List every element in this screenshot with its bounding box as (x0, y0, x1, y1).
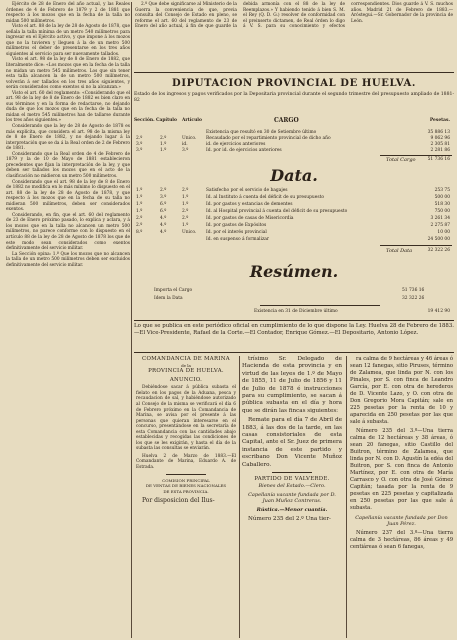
rustica-heading: Rústica.—Menor cuantía. (256, 506, 328, 513)
section-rule (272, 472, 312, 473)
lower-section-rule (134, 352, 454, 353)
data-row-capitulo: 4.º (160, 216, 167, 221)
resumen-label: Idem la Data (154, 296, 183, 301)
comision-heading-2: DE VENTAS DE BIENES NACIONALES (145, 483, 227, 489)
existencia-amount: 19 412 90 (427, 309, 450, 314)
column-divider (239, 356, 240, 638)
data-row (134, 195, 454, 201)
data-row-desc: Id. por gastos de Expósitos (206, 223, 267, 228)
data-total-rule (380, 245, 452, 246)
resumen-amount: 51 736 16 (402, 288, 425, 293)
anuncio-heading: ANUNCIO. (169, 376, 203, 383)
data-row-seccion: 1.º (136, 209, 143, 214)
data-row-seccion: 8.º (136, 230, 143, 235)
closing-rule (134, 320, 454, 321)
cargo-row-articulo: Unico. (182, 136, 197, 141)
data-row-capitulo: 6.º (160, 209, 167, 214)
data-row-seccion: 2.º (136, 216, 143, 221)
cargo-row-articulo: id. (182, 142, 188, 147)
data-row (134, 202, 454, 208)
existencia-label: Existencia en 31 de Diciembre último (254, 309, 338, 314)
marina-heading-de: de la (181, 362, 191, 368)
subasta-body: trísimo Sr. Delegado de Hacienda de esta provincia y en virtud de las leyes de 1.º de Mayo de 1855, 11 de Julio de 1856 y 11 de Julio de 1878 é instrucciones para su cumplimiento, se sacan á pública subasta en el día y hora que se dirán las fincas siguientes: (242, 356, 342, 414)
data-row-desc: Id. en suspenso á formalizar (206, 237, 270, 242)
data-row-capitulo: 4.º (160, 223, 167, 228)
data-row (134, 223, 454, 229)
cargo-total-amount: 51 736 16 (427, 157, 450, 162)
resumen-row (134, 296, 454, 302)
data-row-articulo: Unico. (182, 230, 197, 235)
data-row-articulo: 1.º (182, 195, 189, 200)
capellania-heading: Capellanía vacante fundada por Don Juan Pérez. (355, 515, 448, 527)
cargo-total-row (134, 157, 454, 163)
data-row-desc: Id. por gastos de casas de Misericordia (206, 216, 294, 221)
data-row (134, 209, 454, 215)
data-row-amount: 500 00 (434, 195, 450, 200)
finca-paragraph: ra calma de 9 hectáreas y 46 áreas ó sean 12 fanegas, sitio Piruses, término de Zalamea, que linda por N. con los Pinales, por S. con finca de Leandro García, por E. con otra de herederos de D. Vicente Lazo, y O. con otra de Don Gregorio Mora Capitán; sale en 225 pesetas por la renta de 10 y aparecida en 250 pesetas por las que sale á subasta. (350, 356, 453, 425)
pesetas-header: Pesetas. (429, 118, 450, 123)
data-row-seccion: 1.º (136, 195, 143, 200)
cargo-row-capitulo: 1.º (160, 148, 167, 153)
left-paragraph: Considerando que la Real orden de 4 de Febrero de 1879 y la de 10 de Mayo de 1881 establecieron precedentes que fijan la interpretación de la ley, y que deben ser tallados los mozos que en el acto de la clasificación no midieron un metro 500 milímetros. (6, 151, 130, 179)
cargo-row-seccion: 3.º (136, 148, 143, 153)
data-row-desc: Id. por gastos y estancias de dementes (206, 202, 293, 207)
cargo-row (134, 148, 454, 154)
comision-body-start: Por disposicion del Ilus- (142, 497, 215, 505)
data-row-seccion: 1.º (136, 202, 143, 207)
cargo-row-desc: Id. por id. de ejercicios anteriores (206, 148, 282, 153)
section-rule (166, 474, 206, 475)
left-paragraph: Ejército de 28 de Enero del año actual, y las Reales órdenes de 4 de Febrero de 1879 y 2 de 1881 que respecto á los mozos que en la fecha de la talla no midan 500 milímetros. (6, 2, 130, 24)
comision-heading-3: DE ESTA PROVINCIA. (163, 488, 209, 494)
cargo-total-rule (380, 155, 452, 156)
data-row (134, 188, 454, 194)
data-row-articulo: 2.º (182, 209, 189, 214)
data-row-articulo: 2.º (182, 188, 189, 193)
anuncio-signature: Huelva 2 de Marzo de 1883.—El Comandante de Marina, Eduardo A. de Estrada. (136, 453, 236, 470)
cargo-row-amount: 2 305 81 (430, 142, 450, 147)
data-row-amount: 10 00 (437, 230, 450, 235)
data-row-capitulo: 3.º (160, 195, 167, 200)
data-row-amount: 3 261 34 (430, 216, 450, 221)
marina-column (136, 356, 236, 505)
capitulo-header: Capítulo (156, 118, 177, 123)
seccion-header: Sección. (134, 118, 155, 123)
data-row-amount: 253 75 (434, 188, 450, 193)
left-paragraph: Considerando que la ley de 28 de Agosto de 1878 es más explícita, que considera el art. 98 de la misma ley de 8 de Enero de 1882, y no dejando lugar á la interpretación que se da á la Real orden de 2 de Febrero de 1881. (6, 124, 130, 152)
anuncio-body: Debiéndose sacar á pública subasta el fielato en los pagos de la Aduana, pesca y recaudacion de sal, y habiéndose autorizado al Consejo de la misma se verificará el día 6 de Febrero próximo en la Comandancia de Marina, se avisa por el presente á las personas que quieran interesarse en el concurso, presentándose en la secretaría de esta Comandancia con las cantidades abajo establecidas y recogidas las condiciones de los que se les exigirán, y hasta el día de la subasta las consultas se enviarán. (136, 385, 236, 452)
page-title: DIPUTACION PROVINCIAL DE HUELVA. (172, 78, 416, 89)
partido-heading: PARTIDO DE VALVERDE. (254, 476, 330, 483)
data-row-capitulo: 4.º (160, 230, 167, 235)
marina-heading: COMANDANCIA DE MARINA (142, 356, 230, 362)
data-row (134, 237, 454, 243)
cargo-row-amount: 9 062 96 (430, 136, 450, 141)
left-paragraph: Considerando que el art. 98 de la ley de 8 de Enero de 1882 no modifica en lo más mínimo lo dispuesto en el art. 88 de la ley de 28 de Agosto de 1878, y que respecto á los mozos que en la fecha de su talla no midieran 500 milímetros, deben ser considerados exentos. (6, 179, 130, 213)
data-row-desc: Id. por el interés provincial (206, 230, 267, 235)
finca-paragraph: Número 235 del 3.º—Una tierra calma de 12 hectáreas y 38 áreas, ó sean 20 fanegas, sitio Castillo del Buitron, término de Zalamea, que linda por N. con D. Agustín la edéa del Buitron, por S. con finca de Antonio Martínez, por E. con otra de María Carrasco y O. con otra de José Gómez Capitán; tasada por la renta de 9 pesetas en 225 pesetas y capitalizada en 250 pesetas por las que sale á subasta. (350, 428, 453, 511)
left-column (6, 2, 130, 268)
data-row (134, 216, 454, 222)
cargo-total-label: Total Cargo (386, 157, 416, 163)
subasta-column (242, 356, 342, 523)
cargo-row-desc: Existencia que resultó en 30 de Setiembre último (206, 130, 317, 135)
cargo-row-seccion: 2.º (136, 136, 143, 141)
remate-paragraph: Remate para el día 7 de Abril de 1883, á las dos de la tarde, en las casas consistoriales de esta Capital, ante el Sr. Juez de primera instancia de este partido y escribano Don Vicente Muñoz Caballero. (242, 417, 342, 468)
top-continuation-paragraph: 2.º Que debe significarse al Ministerio de la Guerra la conveniencia de que, previa consulta del Consejo de Estado en pleno, se reforme el art. 60 del reglamento de 23 de Enero del año actual, á fin de que guarde la debida armonía con el 88 de la ley de Reemplazos.» Y habiendo tenido á bien S. M. el Rey (Q. D. G.) resolver de conformidad con el preinserto dictamen, de Real órden lo digo á V. S. para su conocimiento y efectos correspondientes. Dios guarde á V. S. muchos años. Madrid 21 de Febrero de 1883.—Aróstegui.—Sr. Gobernador de la provincia de León. (135, 2, 453, 30)
marina-heading-provincia: PROVINCIA DE HUELVA. (148, 368, 224, 375)
data-row-amount: 2 275 87 (430, 223, 450, 228)
data-row-desc: Satisfecho por el servicio de bagajes (206, 188, 288, 193)
title-rule-top (134, 72, 454, 73)
data-row-amount: 750 00 (434, 209, 450, 214)
left-paragraph: Visto el art. 60 del reglamento: «Considerando que el art. 98 de la ley de 8 de Enero de 1882 es bien claro en sus términos y en la forma de redactarse, no dejando duda de que los mozos que en la fecha de la talla no midan el metro 545 milímetros han de tallarse durante los tres años siguientes.» (6, 90, 130, 124)
data-row-capitulo: 2.º (160, 188, 167, 193)
resumen-label: Importa el Cargo (154, 288, 193, 293)
cargo-row-desc: id. de ejercicios anteriores (206, 142, 266, 147)
data-total-amount: 32 322 26 (427, 248, 450, 253)
left-paragraph: Visto el art. 98 de la ley de 8 de Enero de 1882, que literalmente dice: «Los mozos que en la fecha de la talla no midan un metro 545 milímetros. Los que sin tener esta talla alcancen la de un metro 500 milímetros, volverán á ser tallados en los tres años siguientes, y serán considerados como exentos si no la alcanzan.» (6, 57, 130, 91)
existencia-row (134, 309, 454, 315)
cargo-row-seccion: 3.º (136, 142, 143, 147)
comision-heading: COMISION PRINCIPAL (162, 477, 210, 483)
cargo-row-capitulo: 1.º (160, 142, 167, 147)
data-row-desc: Id. al Instituto á cuenta del déficit de su presupuesto (206, 195, 324, 200)
data-row-desc: Id. al Hospital provincial á cuenta del déficit de su presupuesto (206, 209, 348, 214)
data-row-seccion: 1.º (136, 188, 143, 193)
articulo-header: Artículo (182, 118, 202, 123)
left-paragraph: Considerando, en fin, que el art. 60 del reglamento de 23 de Enero próximo pasado, lo explica y aclara, y á los mozos que en la talla no alcancen un metro 500 milímetros, no parece conforme con lo dispuesto en el artículo 88 de la ley de 28 de Agosto de 1878 los que de este modo sean considerados como exentos definitivamente del servicio militar. (6, 212, 130, 252)
capellania-heading: Capellanía vacante fundada por D. Juan Muñoz Contreras. (248, 491, 336, 504)
column-divider (346, 356, 347, 638)
numero-paragraph: Número 235 del 2.º Una tier- (248, 515, 331, 522)
cargo-row-articulo: 3.º (182, 148, 189, 153)
data-row-amount: 518 30 (434, 202, 450, 207)
cargo-row-amount: 2 281 86 (430, 148, 450, 153)
left-paragraph: La Sección opina: 1.º Que los mozos que no alcancen la talla de un metro 500 milímetros deben ser excluidos definitivamente del servicio militar. (6, 251, 130, 268)
closing-paragraph: Lo que se publica en este periódico oficial en cumplimiento de lo que dispone la Ley. Huelva 28 de Febrero de 1883.—El Vice-Presidente, Rafael de la Corte.—El Contador, Enrique Gómez.—El Depositario, Antonio López. (134, 323, 454, 336)
data-heading: Data. (270, 166, 318, 185)
data-row-articulo: 1.º (182, 202, 189, 207)
data-row-amount: 24 500 00 (427, 237, 450, 242)
data-row-articulo: 1.º (182, 223, 189, 228)
resumen-rule (260, 305, 380, 306)
resumen-row (134, 288, 454, 294)
cargo-title: CARGO (274, 117, 299, 124)
cargo-header (134, 118, 454, 124)
data-row-seccion: 2.º (136, 223, 143, 228)
data-row-articulo: 2.º (182, 216, 189, 221)
data-total-row (134, 248, 454, 254)
cargo-row-amount: 35 886 13 (427, 130, 450, 135)
fincas-column (350, 356, 453, 551)
resumen-amount: 32 322 26 (402, 296, 425, 301)
data-total-label: Total Data (386, 248, 413, 254)
left-paragraph: Visto el art. 88 de la ley de 28 de Agosto de 1878, que señala la talla mínima de un metro 540 milímetros para ingresar en el Ejército activo, y que impone á los mozos que no la tuvieren y lleguen á la de un metro 500 milímetros el deber de presentarse en los tres años siguientes al servicio para ser nuevamente tallados. (6, 24, 131, 57)
cargo-row-capitulo: 2.º (160, 136, 167, 141)
cargo-row-desc: Recaudado por el repartimiento provincial de dicho año (206, 136, 331, 141)
finca-paragraph: Número 237 del 3.º—Una tierra calma de 3 hectáreas, 86 áreas y 49 centiáreas ó sean 6 fanegas, (350, 530, 453, 550)
resumen-heading: Resúmen. (249, 262, 339, 281)
data-row-capitulo: 6.º (160, 202, 167, 207)
statement-intro: Estado de los ingresos y pagos verificados por la Depositaria provincial durante el segundo trimestre del presupuesto ampliado de 1881-82 (134, 92, 454, 103)
partido-subheading: Bienes del Estado.—Clero. (258, 482, 326, 489)
column-divider (131, 2, 132, 638)
data-row (134, 230, 454, 236)
top-continuation-text (135, 2, 453, 64)
